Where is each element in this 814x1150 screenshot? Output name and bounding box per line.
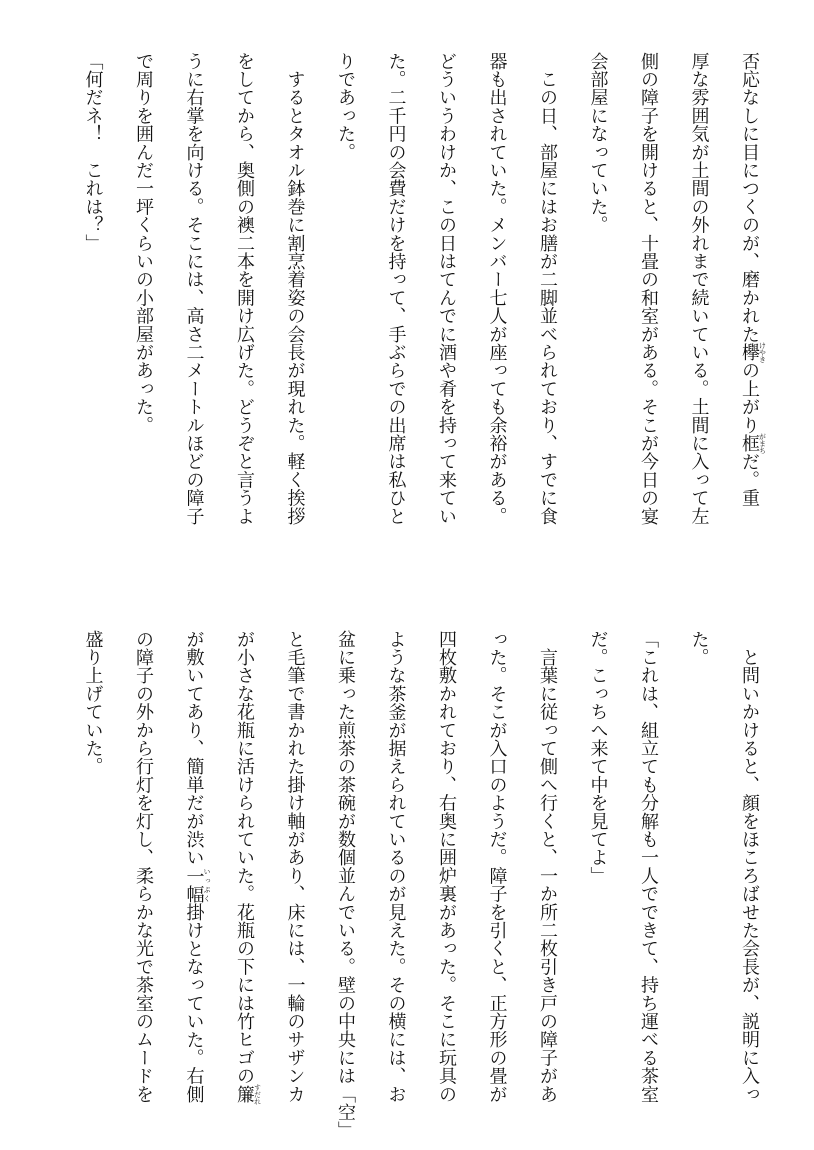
text-run: だ。重 <box>739 452 760 508</box>
ruby-base: 欅 <box>739 341 760 363</box>
text-column: の障子の外から行灯を灯し、柔らかな光で茶室のムードを <box>133 630 154 1104</box>
text-column: この日、部屋にはお膳が二脚並べられており、すでに食 <box>537 52 558 526</box>
text-column: で周りを囲んだ一坪くらいの小部屋があった。 <box>133 52 154 435</box>
text-column: どういうわけか、この日はてんでに酒や肴を持って来てい <box>436 52 457 526</box>
ruby-base: 一幅 <box>183 866 205 904</box>
ruby-base: 簾 <box>234 1083 255 1105</box>
text-run: 否応なしに目につくのが、磨かれた <box>739 52 760 344</box>
text-block-upper <box>67 52 774 592</box>
text-column <box>219 630 270 1130</box>
text-block-lower <box>67 630 774 1140</box>
ruby-reading: いっぷく <box>203 866 211 904</box>
text-column: 「何だネ！ これは？」 <box>82 52 104 253</box>
text-column: 言葉に従って側へ行くと、一か所二枚引き戸の障子があ <box>537 630 558 1104</box>
text-run: が敷いてあり、簡単だが渋い <box>183 630 205 867</box>
text-column: 「これは、組立ても分解も一人でできて、持ち運べる茶室 <box>638 630 659 1104</box>
ruby-reading: がまち <box>758 432 767 454</box>
text-run: が小さな花瓶に活けられていた。花瓶の下には竹ヒゴの <box>234 630 255 1085</box>
text-column: った。そこが入口のようだ。障子を引くと、正方形の畳が <box>486 630 508 1104</box>
ruby-reading: すだれ <box>253 1083 262 1105</box>
text-column <box>724 52 775 592</box>
text-column: と毛筆で書かれた掛け軸があり、床には、一輪のサザンカ <box>284 630 306 1104</box>
ruby-reading: けやき <box>758 341 767 363</box>
text-column: た。 <box>688 630 710 667</box>
text-column: だ。こっちへ来て中を見てよ」 <box>587 630 609 885</box>
text-column: 器も出されていた。メンバー七人が座っても余裕がある。 <box>486 52 508 526</box>
ruby-word <box>183 866 211 904</box>
text-column: 側の障子を開けると、十畳の和室がある。そこが今日の宴 <box>638 52 659 526</box>
ruby-word <box>739 341 767 363</box>
text-column: 厚な雰囲気が土間の外れまで続いている。土間に入って左 <box>688 52 710 526</box>
ruby-base: 框 <box>739 432 760 454</box>
text-column: するとタオル鉢巻に割烹着姿の会長が現れた。軽く挨拶 <box>284 52 306 526</box>
text-column: た。二千円の会費だけを持って、手ぶらでの出席は私ひと <box>385 52 407 526</box>
ruby-word <box>234 1083 262 1105</box>
text-column: りであった。 <box>335 52 356 162</box>
text-column: うに右掌を向ける。そこには、高さ二メートルほどの障子 <box>183 52 205 526</box>
ruby-word <box>739 432 767 454</box>
text-column <box>168 630 219 1130</box>
text-column: 盛り上げていた。 <box>82 630 104 776</box>
text-column: と問いかけると、顔をほころばせた会長が、説明に入っ <box>739 630 760 1104</box>
text-column: ような茶釜が据えられているのが見えた。その横には、お <box>385 630 407 1104</box>
text-column: 会部屋になっていた。 <box>587 52 609 234</box>
text-column: 盆に乗った煎茶の茶碗が数個並んでいる。壁の中央には「空」 <box>335 630 356 1140</box>
text-column: をしてから、奥側の襖二本を開け広げた。どうぞと言うよ <box>234 52 255 526</box>
text-run: の上がり <box>739 361 760 435</box>
text-run: 掛けとなっていた。右側 <box>183 903 205 1104</box>
text-column: 四枚敷かれており、右奥に囲炉裏があった。そこに玩具の <box>436 630 457 1104</box>
